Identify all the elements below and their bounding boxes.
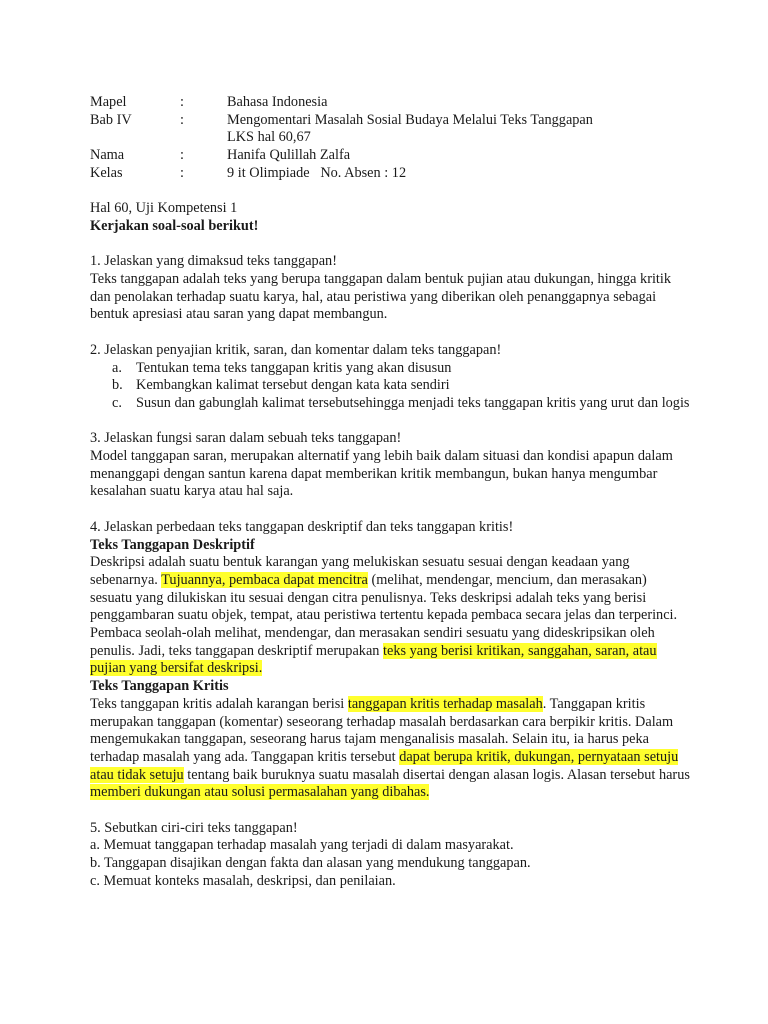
text-run: (melihat, mendengar, mencium, dan merasakan) sesuatu yang dilukiskan itu sesuai dengan citra penulisnya. Teks deskripsi adalah teks yang berisi penggambaran suatu objek, tempat, atau peristiwa tertentu kepada pembaca secara jelas dan terperinci. Pembaca seolah-olah melihat, mendengar, dan merasakan sendiri sesuatu yang dideskripsikan oleh penulis. Jadi, teks tanggapan deskriptif merupakan	[90, 571, 678, 659]
spacer	[90, 501, 690, 519]
spacer	[90, 236, 690, 254]
header-value: Hanifa Qulillah Zalfa	[227, 147, 351, 164]
header-value: Bahasa Indonesia	[227, 94, 328, 110]
header-label: Mapel	[90, 94, 127, 110]
instruction-heading: Kerjakan soal-soal berikut!	[90, 217, 259, 234]
answer-1: Teks tanggapan adalah teks yang berupa tanggapan dalam bentuk pujian atau dukungan, hingga kritik dan penolakan terhadap suatu karya, hal, atau peristiwa yang diberikan oleh penanggapnya sebagai bentuk apresiasi atau saran yang dapat membangun.	[90, 271, 672, 323]
highlighted-text: tanggapan kritis terhadap masalah	[347, 695, 543, 712]
header-value: LKS hal 60,67	[227, 129, 311, 146]
spacer	[90, 413, 690, 431]
question-1: 1. Jelaskan yang dimaksud teks tanggapan!	[90, 253, 337, 270]
answer-5-b: b. Tanggapan disajikan dengan fakta dan alasan yang mendukung tanggapan.	[90, 855, 531, 872]
header-colon	[180, 129, 227, 147]
list-item-text: Susun dan gabunglah kalimat tersebutsehingga menjadi teks tanggapan kritis yang urut dan logis	[136, 394, 690, 411]
list-item	[90, 377, 690, 395]
highlighted-text: dapat berupa kritik, dukungan, pernyataan setuju atau tidak setuju	[90, 748, 679, 783]
question-5: 5. Sebutkan ciri-ciri teks tanggapan!	[90, 819, 298, 836]
header-colon: :	[180, 164, 184, 181]
document-content	[90, 94, 690, 891]
question-2: 2. Jelaskan penyajian kritik, saran, dan komentar dalam teks tanggapan!	[90, 341, 502, 358]
header-colon: :	[180, 94, 184, 110]
header-colon: :	[180, 111, 184, 128]
question-4: 4. Jelaskan perbedaan teks tanggapan deskriptif dan teks tanggapan kritis!	[90, 518, 514, 535]
answer-5-c: c. Memuat konteks masalah, deskripsi, dan penilaian.	[90, 872, 396, 889]
header-row-lks	[90, 129, 690, 147]
spacer	[90, 324, 690, 342]
answer-3: Model tanggapan saran, merupakan alternatif yang lebih baik dalam situasi dan kondisi apapun dalam menanggapi dengan santun karena dapat memberikan kritik membangun, bukan hanya mengumbar kesalahan suatu karya atau hal saja.	[90, 448, 673, 500]
critical-paragraph	[90, 696, 690, 802]
highlighted-text: Tujuannya, pembaca dapat mencitra	[161, 571, 368, 588]
header-value: Mengomentari Masalah Sosial Budaya Melalui Teks Tanggapan	[227, 111, 593, 128]
list-marker: a.	[112, 359, 122, 376]
section-subtitle: Hal 60, Uji Kompetensi 1	[90, 200, 238, 217]
critical-heading: Teks Tanggapan Kritis	[90, 678, 229, 695]
header-label: Nama	[90, 147, 125, 164]
text-run: . Tanggapan kritis merupakan tanggapan (komentar) seseorang terhadap masalah berdasarkan cara berpikir kritis. Dalam mengemukakan tanggapan, seseorang harus tajam menganalisis masalah. Selain itu, ia harus peka terhadap masalah yang ada. Tanggapan kritis tersebut	[90, 695, 674, 765]
header-label: Kelas	[90, 164, 123, 181]
header-row-bab	[90, 112, 690, 130]
answer-5-a: a. Memuat tanggapan terhadap masalah yang terjadi di dalam masyarakat.	[90, 837, 514, 854]
list-item	[90, 395, 690, 413]
highlighted-text: memberi dukungan atau solusi permasalahan yang dibahas.	[90, 784, 430, 801]
spacer	[90, 183, 690, 201]
list-marker: c.	[112, 394, 122, 411]
header-block	[90, 94, 690, 183]
list-item-text: Tentukan tema teks tanggapan kritis yang akan disusun	[136, 359, 452, 376]
list-item-text: Kembangkan kalimat tersebut dengan kata kata sendiri	[136, 377, 450, 394]
text-run: Deskripsi adalah suatu bentuk karangan yang melukiskan sesuatu sesuai dengan keadaan yang sebenarnya.	[90, 554, 630, 588]
answer-2-list	[90, 360, 690, 413]
header-value: 9 it Olimpiade No. Absen : 12	[227, 164, 407, 181]
header-row-mapel	[90, 94, 690, 112]
header-label	[90, 129, 180, 147]
header-row-kelas	[90, 165, 690, 183]
spacer	[90, 802, 690, 820]
question-3: 3. Jelaskan fungsi saran dalam sebuah teks tanggapan!	[90, 430, 402, 447]
highlighted-text: teks yang berisi kritikan, sanggahan, saran, atau pujian yang bersifat deskripsi.	[90, 642, 657, 677]
list-item	[90, 360, 690, 378]
descriptive-heading: Teks Tanggapan Deskriptif	[90, 536, 255, 553]
text-run: tentang baik buruknya suatu masalah disertai dengan alasan logis. Alasan tersebut harus	[183, 766, 690, 783]
header-label: Bab IV	[90, 111, 132, 128]
list-marker: b.	[112, 377, 123, 394]
header-row-nama	[90, 147, 690, 165]
header-colon: :	[180, 147, 184, 164]
text-run: Teks tanggapan kritis adalah karangan berisi	[90, 695, 348, 712]
descriptive-paragraph	[90, 554, 690, 678]
